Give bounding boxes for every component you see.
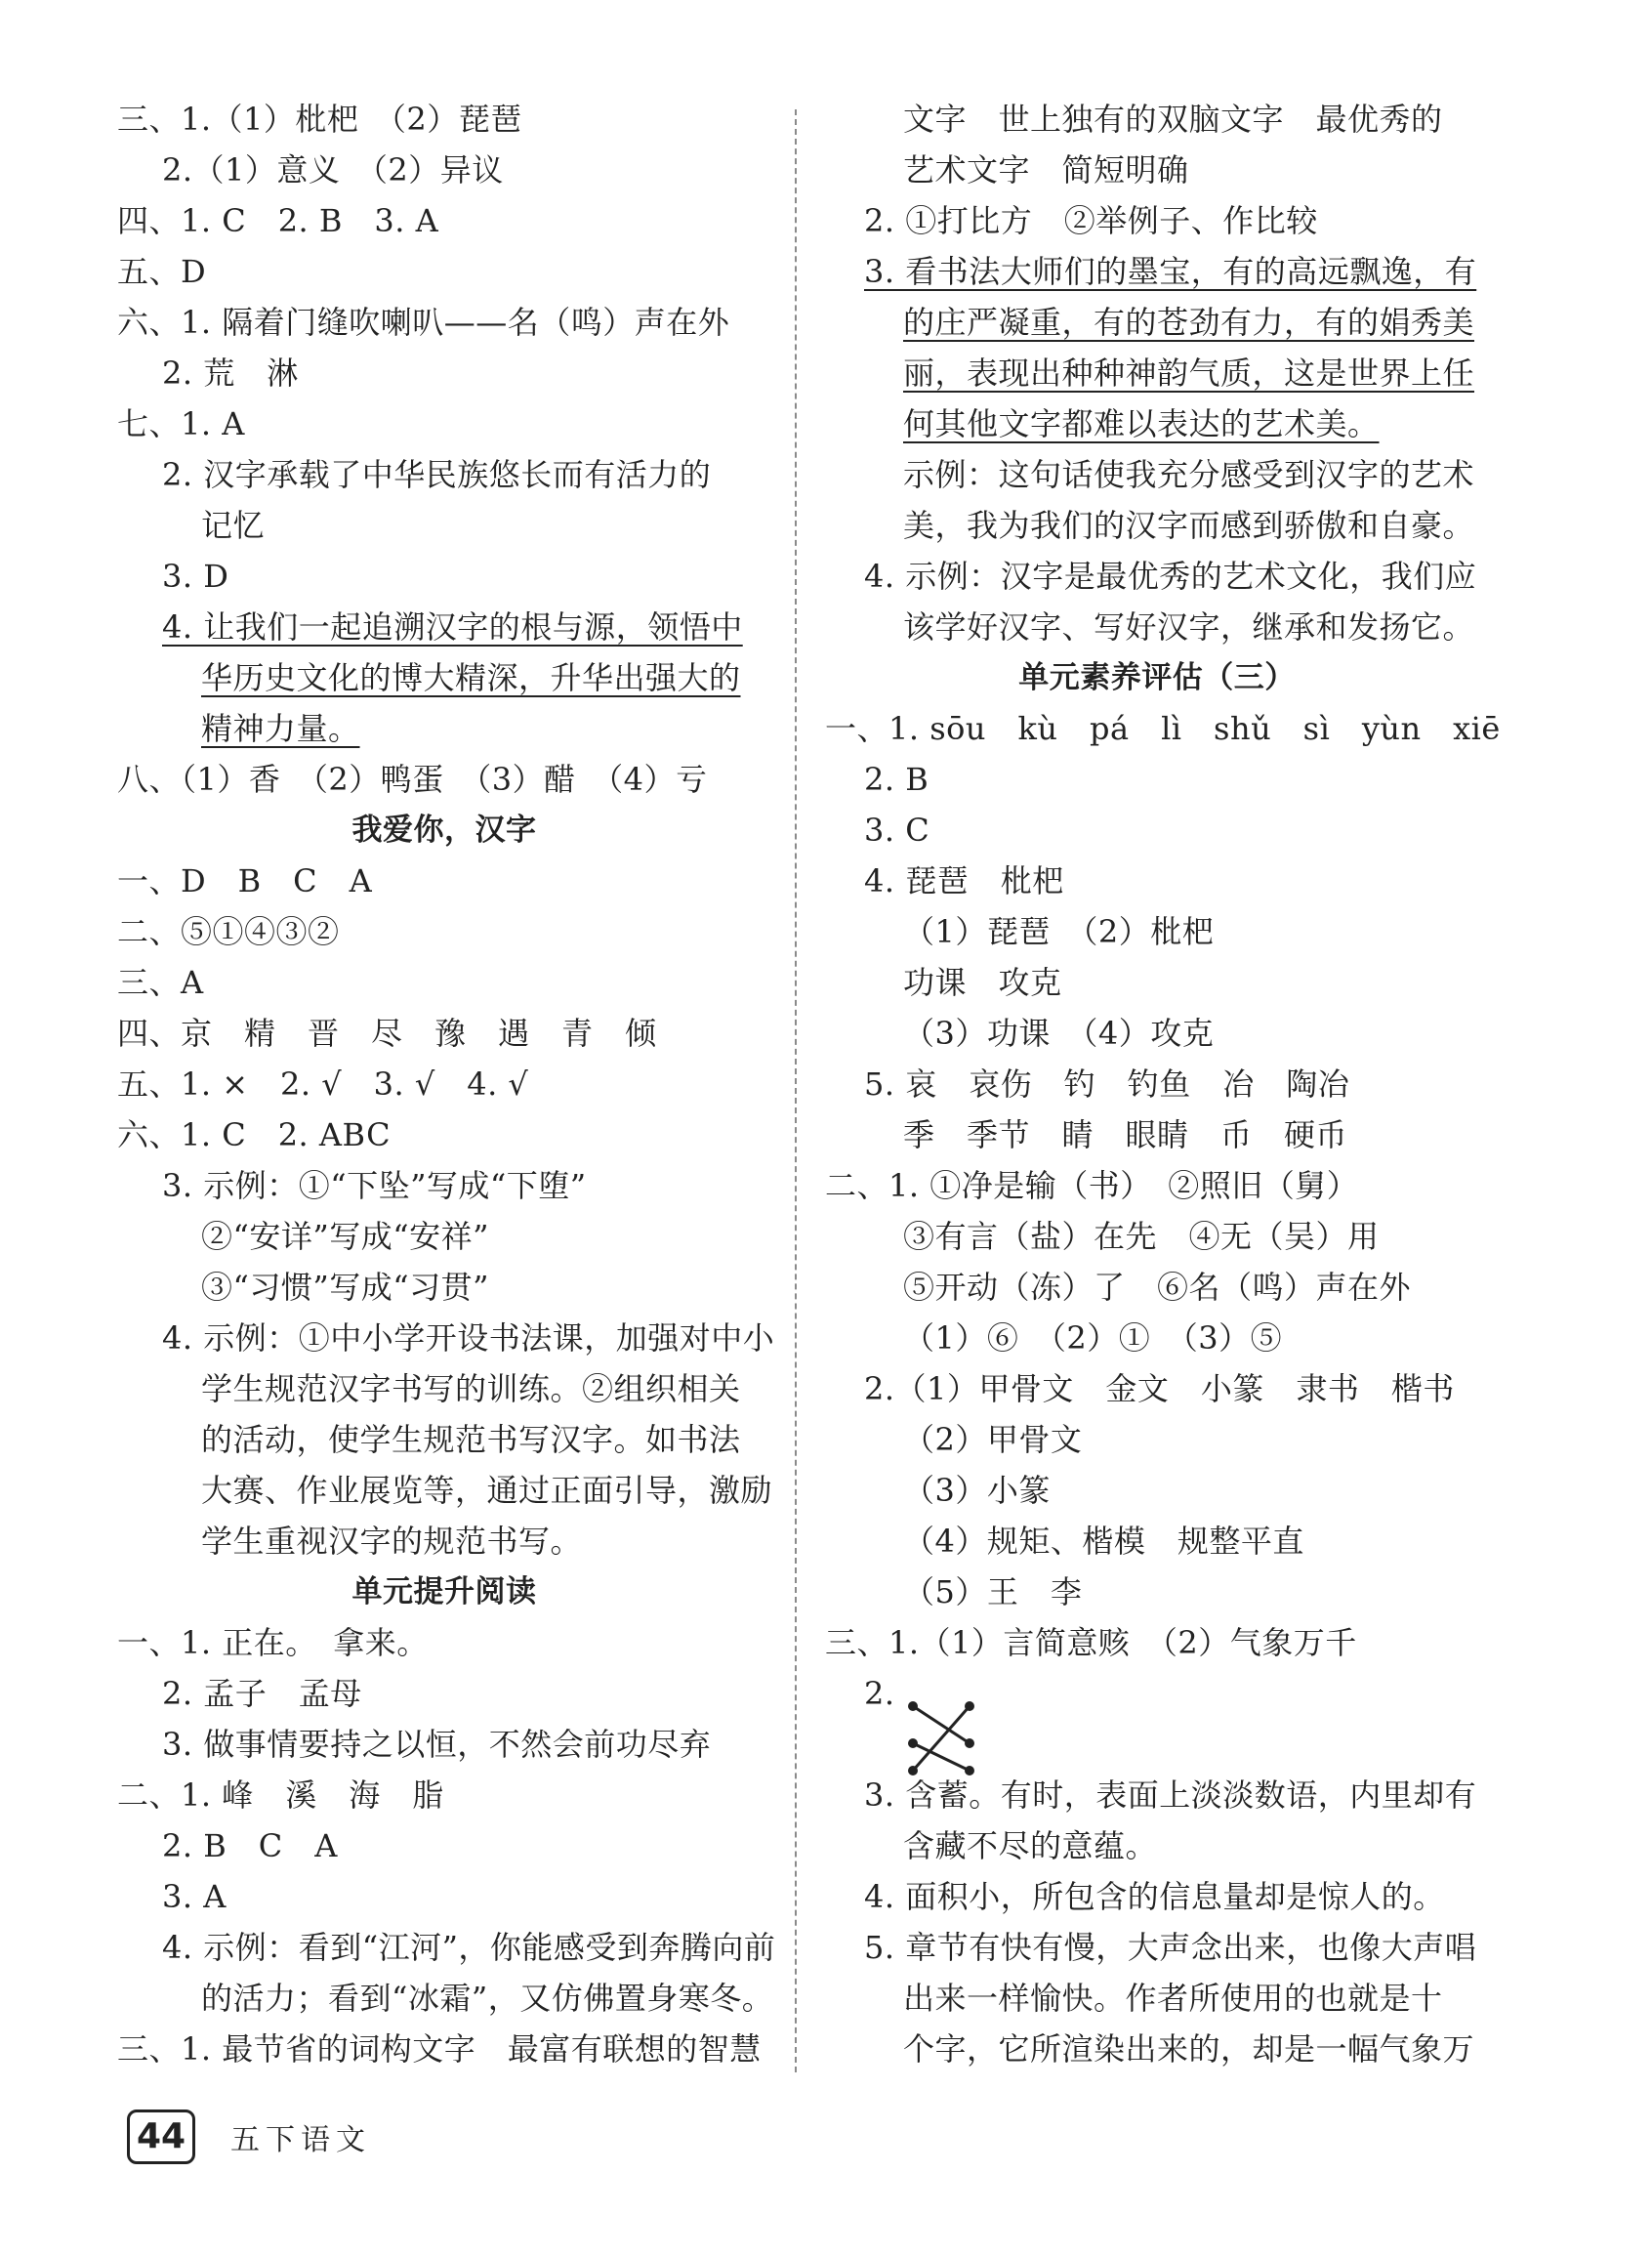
section-heading-text: 单元提升阅读 xyxy=(351,1574,537,1609)
answer-line xyxy=(825,449,1489,500)
answer-text: （5）王 李 xyxy=(903,1573,1083,1610)
section-heading xyxy=(117,1567,771,1617)
answer-line xyxy=(825,1922,1489,1973)
answer-line xyxy=(117,703,771,754)
answer-text: 5. 哀 哀伤 钓 钓鱼 冶 陶冶 xyxy=(864,1065,1350,1103)
answer-line xyxy=(117,94,771,145)
answer-text: 2. 汉字承载了中华民族悠长而有活力的 xyxy=(162,456,712,493)
answer-line xyxy=(825,297,1489,348)
answer-text: 五、D xyxy=(117,253,207,290)
answer-text: 2. 孟子 孟母 xyxy=(162,1675,362,1712)
answer-line xyxy=(117,652,771,703)
answer-line xyxy=(117,856,771,906)
answer-line xyxy=(117,1414,771,1465)
page-number: 44 xyxy=(127,2110,195,2164)
answer-line xyxy=(825,1313,1489,1363)
answer-text: 八、（1）香 （2）鸭蛋 （3）醋 （4）亏 xyxy=(117,761,708,798)
answer-text: 二、1. ①净是输（书） ②照旧（舅） xyxy=(825,1167,1359,1204)
answer-line xyxy=(117,246,771,297)
answer-line xyxy=(825,1617,1489,1668)
answer-line xyxy=(825,1820,1489,1871)
answer-text: 3. D xyxy=(162,558,229,595)
answer-line xyxy=(117,754,771,805)
answer-text: （3）功课 （4）攻克 xyxy=(903,1015,1215,1052)
answer-text: 3. 示例：①“下坠”写成“下堕” xyxy=(162,1167,587,1204)
left-column xyxy=(117,94,776,2074)
answer-text: 记忆 xyxy=(201,507,266,544)
answer-text: 4. 示例：①中小学开设书法课，加强对中小 xyxy=(162,1319,775,1357)
answer-text: 的活力；看到“冰霜”，又仿佛置身寒冬。 xyxy=(201,1980,774,2017)
answer-text: 2.（1）意义 （2）异议 xyxy=(162,151,504,188)
answer-line xyxy=(117,602,771,652)
answer-line xyxy=(117,348,771,398)
answer-line xyxy=(117,957,771,1008)
answer-line xyxy=(117,1516,771,1567)
answer-line xyxy=(117,500,771,551)
answer-text: 出来一样愉快。作者所使用的也就是十 xyxy=(903,1980,1443,2017)
answer-line xyxy=(825,957,1489,1008)
answer-line xyxy=(117,906,771,957)
answer-line xyxy=(825,1973,1489,2024)
answer-text: 五、1. × 2. √ 3. √ 4. √ xyxy=(117,1065,529,1103)
answer-line xyxy=(825,1059,1489,1109)
answer-line xyxy=(825,856,1489,906)
answer-line xyxy=(825,1160,1489,1211)
answer-line xyxy=(825,754,1489,805)
answer-text: 示例：这句话使我充分感受到汉字的艺术 xyxy=(903,456,1475,493)
answer-text: 丽，表现出种种神韵气质，这是世界上任 xyxy=(903,355,1475,392)
answer-text: （1）⑥ （2）① （3）⑤ xyxy=(903,1319,1283,1357)
answer-text: 四、1. C 2. B 3. A xyxy=(117,202,439,239)
answer-line xyxy=(825,1414,1489,1465)
answer-line xyxy=(117,1770,771,1820)
answer-line xyxy=(825,94,1489,145)
answer-text: 该学好汉字、写好汉字，继承和发扬它。 xyxy=(903,608,1475,646)
answer-line xyxy=(117,1820,771,1871)
answer-line xyxy=(825,246,1489,297)
answer-text: 3. 含蓄。有时，表面上淡淡数语，内里却有 xyxy=(864,1776,1477,1814)
answer-text: 三、1.（1）枇杷 （2）琵琶 xyxy=(117,101,522,138)
answer-text: 3. 做事情要持之以恒，不然会前功尽弃 xyxy=(162,1726,712,1763)
answer-text: ③有言（盐）在先 ④无（吴）用 xyxy=(903,1218,1380,1255)
match-dot xyxy=(908,1766,918,1776)
answer-line xyxy=(825,1008,1489,1059)
answer-line xyxy=(825,1262,1489,1313)
answer-text: 二、⑤①④③② xyxy=(117,913,340,950)
answer-text: （2）甲骨文 xyxy=(903,1421,1083,1458)
column-divider xyxy=(795,109,797,2072)
answer-text: 一、1. sōu kù pá lì shǔ sì yùn xiē xyxy=(825,710,1501,747)
answer-line xyxy=(117,1160,771,1211)
answer-text: ③“习惯”写成“习贯” xyxy=(201,1269,489,1306)
match-dot xyxy=(965,1701,974,1711)
answer-line xyxy=(117,449,771,500)
answer-text: 2. B C A xyxy=(162,1827,338,1864)
answer-text: 2.（1）甲骨文 金文 小篆 隶书 楷书 xyxy=(864,1370,1455,1407)
answer-line xyxy=(117,1211,771,1262)
answer-line xyxy=(825,551,1489,602)
answer-line xyxy=(825,1109,1489,1160)
answer-line xyxy=(117,297,771,348)
answer-text: 2. B xyxy=(864,761,929,798)
answer-text: 精神力量。 xyxy=(201,710,360,747)
answer-text: 含藏不尽的意蕴。 xyxy=(903,1827,1158,1864)
answer-line xyxy=(117,145,771,195)
answer-text: 2. xyxy=(864,1675,895,1712)
answer-line xyxy=(825,348,1489,398)
answer-line xyxy=(825,1363,1489,1414)
answer-text: 二、1. 峰 溪 海 脂 xyxy=(117,1776,444,1814)
answer-line xyxy=(117,1008,771,1059)
match-dot xyxy=(908,1738,918,1748)
answer-text: 3. C xyxy=(864,812,930,849)
answer-line xyxy=(117,1313,775,1363)
answer-text: 季 季节 睛 眼睛 币 硬币 xyxy=(903,1116,1348,1153)
answer-text: 4. 面积小，所包含的信息量却是惊人的。 xyxy=(864,1878,1445,1915)
answer-line xyxy=(117,1465,771,1516)
answer-text: （1）琵琶 （2）枇杷 xyxy=(903,913,1215,950)
answer-line xyxy=(825,602,1489,652)
answer-text: 六、1. 隔着门缝吹喇叭——名（鸣）声在外 xyxy=(117,304,730,341)
answer-text: 大赛、作业展览等，通过正面引导，激励 xyxy=(201,1472,773,1509)
answer-line xyxy=(117,195,771,246)
answer-text: 一、1. 正在。 拿来。 xyxy=(117,1624,429,1661)
answer-line xyxy=(825,906,1489,957)
match-dot xyxy=(965,1738,974,1748)
answer-line xyxy=(117,1871,771,1922)
answer-line xyxy=(117,398,771,449)
answer-text: 4. 琵琶 枇杷 xyxy=(864,862,1064,899)
answer-line xyxy=(117,551,771,602)
answer-line xyxy=(825,500,1489,551)
answer-text: 七、1. A xyxy=(117,405,245,442)
answer-line xyxy=(825,1516,1489,1567)
section-heading xyxy=(117,805,771,856)
answer-line xyxy=(117,1973,774,2024)
answer-text: 2. ①打比方 ②举例子、作比较 xyxy=(864,202,1318,239)
answer-text: 的活动，使学生规范书写汉字。如书法 xyxy=(201,1421,741,1458)
answer-line xyxy=(117,1617,771,1668)
answer-text: 的庄严凝重，有的苍劲有力，有的娟秀美 xyxy=(903,304,1475,341)
answer-line xyxy=(117,1922,776,1973)
answer-text: 5. 章节有快有慢，大声念出来，也像大声唱 xyxy=(864,1929,1477,1966)
section-heading xyxy=(825,652,1489,703)
answer-text: 4. 示例：看到“江河”，你能感受到奔腾向前 xyxy=(162,1929,776,1966)
answer-line xyxy=(825,195,1489,246)
match-line xyxy=(913,1743,970,1771)
answer-line xyxy=(117,1668,771,1719)
answer-text: 个字，它所渲染出来的，却是一幅气象万 xyxy=(903,2030,1475,2068)
subject-label: 五下语文 xyxy=(230,2123,371,2157)
answer-line xyxy=(825,703,1501,754)
answer-text: 美，我为我们的汉字而感到骄傲和自豪。 xyxy=(903,507,1475,544)
answer-text: 学生规范汉字书写的训练。②组织相关 xyxy=(201,1370,741,1407)
answer-line xyxy=(117,1262,771,1313)
match-dot xyxy=(965,1766,974,1776)
answer-line xyxy=(825,398,1489,449)
answer-text: 功课 攻克 xyxy=(903,964,1062,1001)
answer-text: 六、1. C 2. ABC xyxy=(117,1116,392,1153)
answer-line xyxy=(825,1211,1489,1262)
answer-text: 何其他文字都难以表达的艺术美。 xyxy=(903,405,1380,442)
section-heading-text: 我爱你，汉字 xyxy=(351,813,537,848)
answer-line xyxy=(117,1109,771,1160)
matching-lines-diagram xyxy=(903,1694,981,1782)
answer-line xyxy=(825,145,1489,195)
answer-line xyxy=(117,1363,771,1414)
answer-text: 学生重视汉字的规范书写。 xyxy=(201,1523,583,1560)
answer-line xyxy=(117,1059,771,1109)
answer-text: 文字 世上独有的双脑文字 最优秀的 xyxy=(903,101,1443,138)
answer-text: 3. 看书法大师们的墨宝，有的高远飘逸，有 xyxy=(864,253,1477,290)
answer-line xyxy=(825,2024,1489,2074)
answer-text: 三、A xyxy=(117,964,204,1001)
section-heading-text: 单元素养评估（三） xyxy=(1018,660,1296,695)
answer-line xyxy=(825,1567,1489,1617)
answer-text: （4）规矩、楷模 规整平直 xyxy=(903,1523,1304,1560)
answer-text: ②“安详”写成“安祥” xyxy=(201,1218,489,1255)
answer-text: 三、1. 最节省的词构文字 最富有联想的智慧 xyxy=(117,2030,762,2068)
answer-text: 三、1.（1）言简意赅 （2）气象万千 xyxy=(825,1624,1357,1661)
answer-line xyxy=(117,1719,771,1770)
answer-text: 一、D B C A xyxy=(117,862,373,899)
answer-text: 4. 示例：汉字是最优秀的艺术文化，我们应 xyxy=(864,558,1477,595)
answer-line xyxy=(825,1871,1489,1922)
answer-text: 2. 荒 淋 xyxy=(162,355,299,392)
answer-text: 华历史文化的博大精深，升华出强大的 xyxy=(201,659,741,696)
answer-text: （3）小篆 xyxy=(903,1472,1051,1509)
answer-text: 4. 让我们一起追溯汉字的根与源，领悟中 xyxy=(162,608,743,646)
answer-text: 四、京 精 晋 尽 豫 遇 青 倾 xyxy=(117,1015,657,1052)
answer-line xyxy=(117,2024,771,2074)
answer-text: ⑤开动（冻）了 ⑥名（鸣）声在外 xyxy=(903,1269,1412,1306)
match-dot xyxy=(908,1701,918,1711)
answer-line xyxy=(825,1465,1489,1516)
answer-line xyxy=(825,805,1489,856)
answer-text: 3. A xyxy=(162,1878,227,1915)
answer-text: 艺术文字 简短明确 xyxy=(903,151,1189,188)
